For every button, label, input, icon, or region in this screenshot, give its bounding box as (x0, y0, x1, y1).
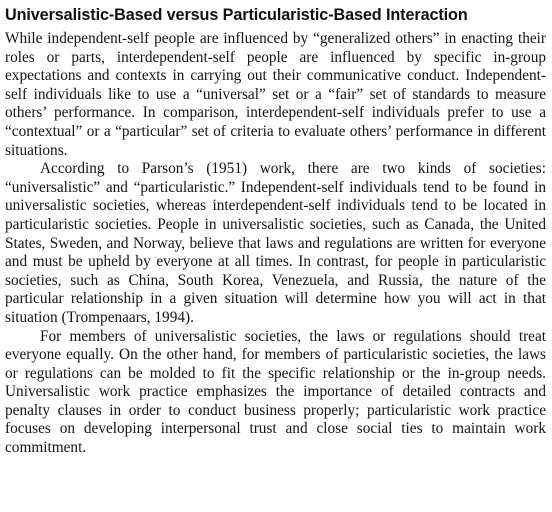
paragraph-2: According to Parson’s (1951) work, there are two kinds of societies: “universalistic” and “particularistic.” Independent-self individuals tend to be found in universalistic societies, whereas interdependent-self individuals tend to be located in particularistic societies. People in universalistic societies, such as Canada, the United States, Sweden, and Norway, believe that laws and regulations are written for everyone and must be upheld by everyone at all times. In contrast, for people in particularistic societies, such as China, South Korea, Venezuela, and Russia, the nature of the particular relationship in a given situation will determine how you will act in that situation (Trompenaars, 1994). (5, 160, 546, 326)
section-heading: Universalistic-Based versus Particularistic-Based Interaction (5, 6, 468, 24)
document-page (5, 4, 546, 458)
paragraph-1: While independent-self people are influenced by “generalized others” in enacting their roles or parts, interdependent-self people are influenced by specific in-group expectations and contexts in carrying out their communicative conduct. Independent-self individuals like to use a “universal” set or a “fair” set of standards to measure others’ performance. In comparison, interdependent-self individuals prefer to use a “contextual” or a “particular” set of criteria to evaluate others’ performance in different situations. (5, 30, 546, 159)
paragraph-3: For members of universalistic societies, the laws or regulations should treat everyone equally. On the other hand, for members of particularistic societies, the laws or regulations can be molded to fit the specific relationship or the in-group needs. Universalistic work practice emphasizes the importance of detailed contracts and penalty clauses in order to conduct business properly; particularistic work practice focuses on developing interpersonal trust and close social ties to maintain work commitment. (5, 327, 546, 457)
